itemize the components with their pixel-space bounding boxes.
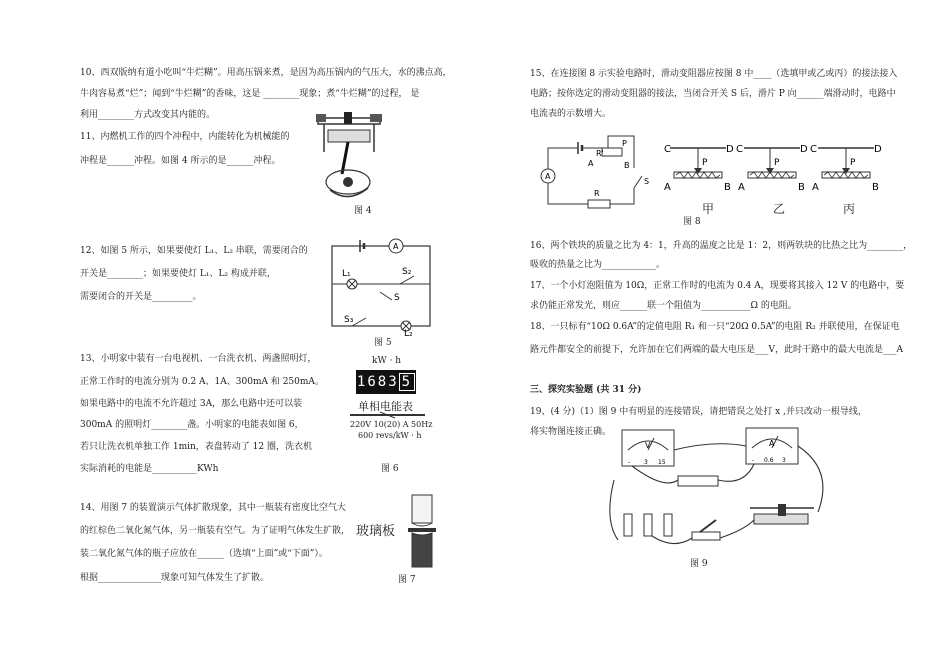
fig8-p-label: P xyxy=(622,139,627,148)
q17-line1: 17、一个小灯泡阻值为 10Ω，正常工作时的电流为 0.4 A，现要将其接入 12 V 的电路中，要 xyxy=(530,281,905,291)
yi-d-label: D xyxy=(800,144,808,155)
label-bing: 丙 xyxy=(843,202,856,216)
figure-9-apparatus xyxy=(604,420,848,560)
q17-line2: 求仍能正常发光，则应______联一个阻值为___________Ω 的电阻。 xyxy=(530,301,797,311)
q16-line2: 吸收的热量之比为____________。 xyxy=(530,260,666,270)
voltmeter xyxy=(622,430,674,466)
resistor xyxy=(678,476,718,486)
q19-line2: 将实物图连接正确。 xyxy=(530,427,612,437)
fig8-s-label: S xyxy=(644,177,650,186)
label-jia: 甲 xyxy=(702,202,715,216)
figure-9-caption: 图 9 xyxy=(690,559,708,569)
ammeter-label: A xyxy=(769,439,775,448)
q13-line1: 13、小明家中装有一台电视机、一台洗衣机、两盏照明灯， xyxy=(80,354,317,364)
meter-unit: kW · h xyxy=(372,356,402,366)
q15-line2: 电路；按你选定的滑动变阻器的接法，当闭合开关 S 后，滑片 P 向______端滑动时，电路中 xyxy=(530,89,896,99)
v-term-neg: - xyxy=(628,459,631,466)
switch xyxy=(692,520,720,540)
q10-line3: 利用________方式改变其内能的。 xyxy=(80,110,216,120)
figure-8-circuit xyxy=(538,128,660,210)
fig5-s-label: S xyxy=(394,293,400,303)
q13-line3: 如果电路中的电流不允许超过 3A，那么电路中还可以装 xyxy=(80,399,303,409)
label-yi: 乙 xyxy=(773,202,786,216)
v-term-3: 3 xyxy=(644,459,648,466)
rheostat-yi xyxy=(736,144,808,193)
ammeter xyxy=(746,428,798,464)
v-term-15: 15 xyxy=(658,459,666,466)
q14-line3: 装二氧化氮气体的瓶子应放在______（选填“上面”或“下面”）。 xyxy=(80,549,328,559)
figure-6-caption: 图 6 xyxy=(381,464,399,474)
fig5-s3-label: S₃ xyxy=(344,315,354,325)
q13-line2: 正常工作时的电流分别为 0.2 A、1A、300mA 和 250mA。 xyxy=(80,377,324,387)
jia-b-label: B xyxy=(724,182,731,193)
rheostat-jia xyxy=(664,144,734,193)
q12-line3: 需要闭合的开关是_________。 xyxy=(80,292,202,302)
jia-a-label: A xyxy=(664,182,671,193)
q14-line4: 根据______________现象可知气体发生了扩散。 xyxy=(80,573,270,583)
bing-c-label: C xyxy=(810,144,817,155)
q19-line1: 19、(4 分)（1）图 9 中有明显的连接错误，请把错误之处打 x ,并只改动一根导线， xyxy=(530,407,867,417)
q13-line4: 300mA 的照明灯________盏。小明家的电能表如图 6， xyxy=(80,420,304,430)
yi-a-label: A xyxy=(738,182,745,193)
q18-line2: 路元件都安全的前提下，允许加在它们两端的最大电压是___V，此时干路中的最大电流是___A xyxy=(530,345,904,355)
q14-line2: 的红棕色二氧化氮气体，另一瓶装有空气。为了证明气体发生扩散， xyxy=(80,526,351,536)
rheostat-bing xyxy=(810,144,882,193)
yi-b-label: B xyxy=(798,182,805,193)
bing-b-label: B xyxy=(872,182,879,193)
fig8-r-label: R xyxy=(594,189,600,198)
figure-5-circuit xyxy=(330,236,435,339)
rheostat xyxy=(750,504,814,524)
fig8-a-label: A xyxy=(588,159,594,168)
q10-line1: 10、西双版纳有道小吃叫“牛烂糊”。用高压锅来煮，是因为高压锅内的气压大，水的沸点高， xyxy=(80,68,452,78)
q11-line1: 11、内燃机工作的四个冲程中，内能转化为机械能的 xyxy=(80,132,290,142)
figure-4-caption: 图 4 xyxy=(354,206,372,216)
fig5-l2-label: L₂ xyxy=(404,329,413,339)
bing-d-label: D xyxy=(874,144,882,155)
figure-7-gas-jars xyxy=(404,493,440,573)
q13-line5: 若只让洗衣机单独工作 1min，表盘转动了 12 圈，洗衣机 xyxy=(80,442,312,452)
q11-line2: 冲程是______冲程。如图 4 所示的是______冲程。 xyxy=(80,156,281,166)
meter-digits: 1683 xyxy=(356,374,399,390)
figure-5-caption: 图 5 xyxy=(374,338,392,348)
jia-c-label: C xyxy=(664,144,671,155)
figure-4-engine-diagram xyxy=(310,112,390,212)
batteries xyxy=(624,514,672,536)
meter-display xyxy=(356,370,416,394)
q16-line1: 16、两个铁块的质量之比为 4：1，升高的温度之比是 1：2，则两铁块的比热之比为________， xyxy=(530,241,913,251)
fig5-l1-label: L₁ xyxy=(342,269,351,279)
figure-8-caption: 图 8 xyxy=(683,217,701,227)
fig8-r1-label: R' xyxy=(596,149,604,158)
meter-spec2: 600 revs/kW · h xyxy=(358,431,422,440)
meter-spec1: 220V 10(20) A 50Hz xyxy=(350,420,433,429)
a-term-06: 0.6 xyxy=(764,457,774,464)
section3-heading: 三、探究实验题 (共 31 分) xyxy=(530,385,642,395)
q14-line1: 14、用图 7 的装置演示气体扩散现象，其中一瓶装有密度比空气大 xyxy=(80,503,346,513)
q12-line1: 12、如图 5 所示，如果要使灯 L₁、L₂ 串联，需要闭合的 xyxy=(80,246,308,256)
glass-plate-label: 玻璃板 xyxy=(356,524,396,539)
a-term-neg: - xyxy=(752,457,755,464)
q18-line1: 18、一只标有“10Ω 0.6A”的定值电阻 R₁ 和一只“20Ω 0.5A”的电阻 R₂ 并联使用，在保证电 xyxy=(530,322,900,332)
meter-divider xyxy=(350,412,425,418)
jia-d-label: D xyxy=(726,144,734,155)
voltmeter-label: V xyxy=(645,441,651,450)
q15-line3: 电流表的示数增大。 xyxy=(530,109,612,119)
yi-p-label: P xyxy=(774,158,780,168)
q12-line2: 开关是________；如果要使灯 L₁、L₂ 构成并联， xyxy=(80,269,276,279)
fig5-s2-label: S₂ xyxy=(402,267,412,277)
yi-c-label: C xyxy=(736,144,743,155)
bing-p-label: P xyxy=(850,158,856,168)
fig8-b-label: B xyxy=(624,161,630,170)
meter-last-digit: 5 xyxy=(399,373,415,391)
figure-7-caption: 图 7 xyxy=(398,575,416,585)
q10-line2: 牛肉容易煮“烂”；闻到“牛烂糊”的香味，这是 ________现象；煮“牛烂糊”的过程， 是 xyxy=(80,89,420,99)
q15-line1: 15、在连接图 8 示实验电路时，滑动变阻器应按图 8 中____（选填甲或乙或丙）的接法接入 xyxy=(530,69,898,79)
fig8-ammeter-label: A xyxy=(545,172,551,181)
fig5-ammeter-label: A xyxy=(393,242,399,251)
jia-p-label: P xyxy=(702,158,708,168)
bing-a-label: A xyxy=(812,182,819,193)
figure-8-rheostats xyxy=(664,130,886,196)
q13-line6: 实际消耗的电能是__________KWh xyxy=(80,464,219,474)
meter-name: 单相电能表 xyxy=(358,400,413,413)
a-term-3: 3 xyxy=(782,457,786,464)
